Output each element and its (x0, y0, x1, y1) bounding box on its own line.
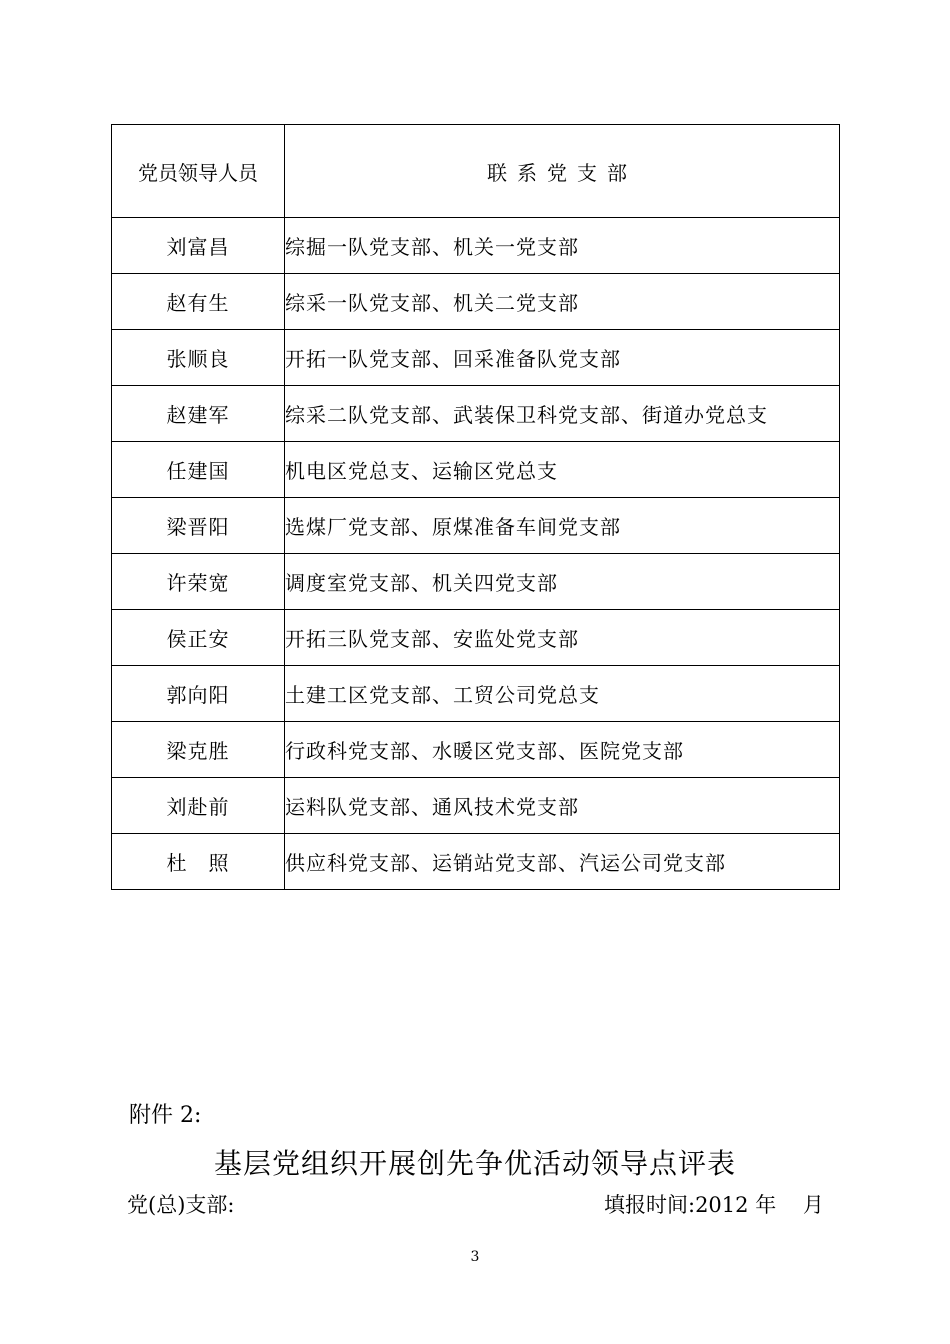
attachment-label: 附件 2: (129, 1103, 202, 1128)
leader-name: 张顺良 (112, 330, 285, 386)
liaison-branches: 综采二队党支部、武装保卫科党支部、街道办党总支 (285, 386, 840, 442)
table-row (112, 778, 840, 834)
liaison-branches: 综掘一队党支部、机关一党支部 (285, 218, 840, 274)
leader-name: 许荣宽 (112, 554, 285, 610)
liaison-branches: 运料队党支部、通风技术党支部 (285, 778, 840, 834)
leader-name: 郭向阳 (112, 666, 285, 722)
leader-name: 侯正安 (112, 610, 285, 666)
leader-name: 赵建军 (112, 386, 285, 442)
table-row (112, 610, 840, 666)
page-number: 3 (470, 1249, 480, 1265)
liaison-branches: 调度室党支部、机关四党支部 (285, 554, 840, 610)
liaison-branches: 开拓一队党支部、回采准备队党支部 (285, 330, 840, 386)
liaison-branches: 综采一队党支部、机关二党支部 (285, 274, 840, 330)
fill-time-label: 填报时间:2012 年 月 (604, 1193, 824, 1217)
branch-label: 党(总)支部: (127, 1193, 235, 1217)
liaison-branches: 土建工区党支部、工贸公司党总支 (285, 666, 840, 722)
liaison-table (111, 124, 840, 890)
table-row (112, 666, 840, 722)
liaison-branches: 开拓三队党支部、安监处党支部 (285, 610, 840, 666)
table-row (112, 274, 840, 330)
liaison-branches: 行政科党支部、水暖区党支部、医院党支部 (285, 722, 840, 778)
leader-name: 任建国 (112, 442, 285, 498)
form-title: 基层党组织开展创先争优活动领导点评表 (213, 1147, 736, 1180)
table-row (112, 218, 840, 274)
liaison-branches: 供应科党支部、运销站党支部、汽运公司党支部 (285, 834, 840, 890)
table-row (112, 722, 840, 778)
table-row (112, 386, 840, 442)
leader-name: 刘赴前 (112, 778, 285, 834)
table-row (112, 442, 840, 498)
header-leader: 党员领导人员 (112, 125, 285, 218)
leader-name: 杜 照 (112, 834, 285, 890)
table-row (112, 330, 840, 386)
leader-name: 刘富昌 (112, 218, 285, 274)
table-row (112, 498, 840, 554)
header-branch: 联系党支部 (285, 125, 840, 218)
leader-name: 梁晋阳 (112, 498, 285, 554)
liaison-branches: 选煤厂党支部、原煤准备车间党支部 (285, 498, 840, 554)
leader-name: 赵有生 (112, 274, 285, 330)
liaison-branches: 机电区党总支、运输区党总支 (285, 442, 840, 498)
table-row (112, 834, 840, 890)
table-header-row (112, 125, 840, 218)
table-row (112, 554, 840, 610)
leader-name: 梁克胜 (112, 722, 285, 778)
